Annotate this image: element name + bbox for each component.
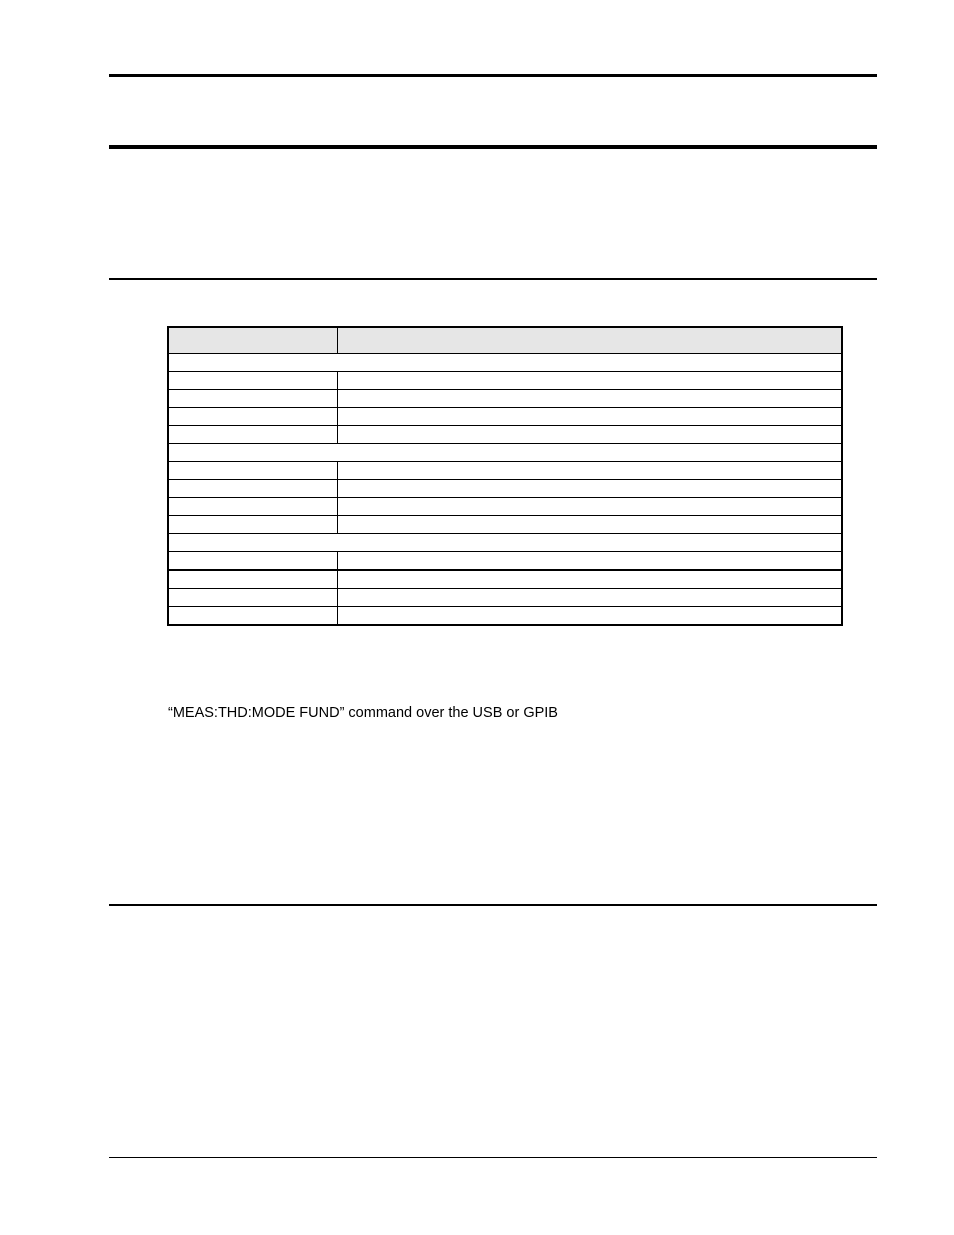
command-text: “MEAS:THD:MODE FUND” command over the USB or GPIB: [168, 705, 558, 721]
table-row: [168, 408, 842, 426]
table-cell: [168, 570, 337, 589]
table-cell: [337, 408, 842, 426]
table-section-row: [168, 444, 842, 462]
table-cell: [337, 498, 842, 516]
section-title: [168, 534, 842, 552]
table-section-row: [168, 534, 842, 552]
table-row: [168, 570, 842, 589]
table-row: [168, 498, 842, 516]
table-cell: [168, 516, 337, 534]
table-header-row: [168, 327, 842, 354]
table-row: [168, 589, 842, 607]
table-cell: [337, 570, 842, 589]
table-cell: [168, 372, 337, 390]
table-cell: [337, 480, 842, 498]
heading-rule: [109, 145, 877, 149]
top-rule: [109, 74, 877, 77]
table-cell: [168, 408, 337, 426]
table-section-row: [168, 354, 842, 372]
table-row: [168, 480, 842, 498]
table-cell: [337, 552, 842, 571]
table-cell: [337, 516, 842, 534]
table-row: [168, 462, 842, 480]
table-row: [168, 390, 842, 408]
table-header-cell: [337, 327, 842, 354]
table-cell: [337, 607, 842, 626]
table-row: [168, 607, 842, 626]
table-cell: [168, 607, 337, 626]
section-rule: [109, 278, 877, 280]
table-cell: [337, 589, 842, 607]
table-row: [168, 552, 842, 571]
table-cell: [168, 390, 337, 408]
section-title: [168, 444, 842, 462]
footer-rule: [109, 1157, 877, 1158]
table-cell: [168, 480, 337, 498]
table-cell: [168, 552, 337, 571]
section-rule: [109, 904, 877, 906]
spec-table: [167, 326, 843, 626]
table-row: [168, 426, 842, 444]
table-cell: [337, 372, 842, 390]
table-cell: [168, 426, 337, 444]
table-header-cell: [168, 327, 337, 354]
table-cell: [337, 390, 842, 408]
table-row: [168, 372, 842, 390]
table-cell: [168, 498, 337, 516]
table-cell: [168, 589, 337, 607]
table-cell: [337, 426, 842, 444]
table-cell: [337, 462, 842, 480]
section-title: [168, 354, 842, 372]
table-cell: [168, 462, 337, 480]
table-row: [168, 516, 842, 534]
